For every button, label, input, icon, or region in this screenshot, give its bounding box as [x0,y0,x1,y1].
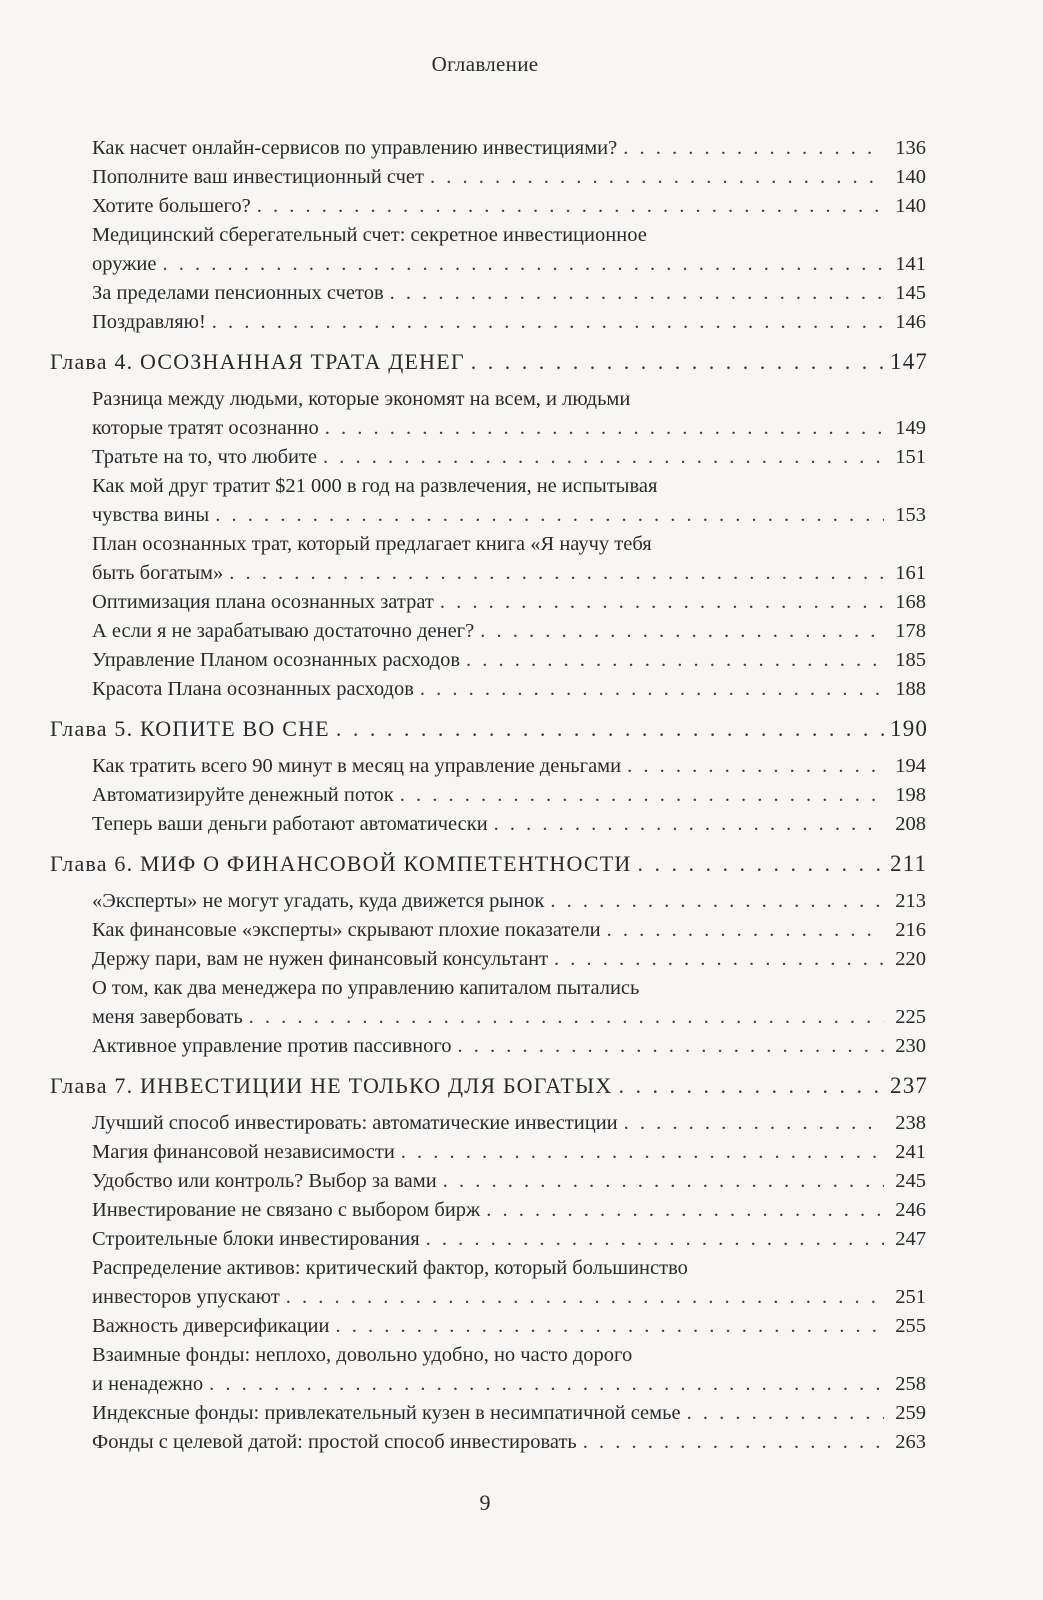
toc-entry-title: А если я не зарабатываю достаточно денег? [92,620,475,642]
toc-entry-title: Управление Планом осознанных расходов [92,649,461,671]
dot-leader [215,501,884,530]
toc-page-number: 140 [895,195,926,217]
toc-entry-title: Автоматизируйте денежный поток [92,784,394,806]
toc-page-number: 220 [895,948,926,970]
toc-entry-title: Строительные блоки инвестирования [92,1228,420,1250]
toc-page-number: 237 [890,1073,929,1098]
dot-leader [466,646,884,675]
toc-page-number: 190 [890,716,929,741]
chapter-title: Глава 5. КОПИТЕ ВО СНЕ [50,716,330,741]
dot-leader [420,675,884,704]
toc-entry-title: Инвестирование не связано с выбором бирж [92,1199,481,1221]
toc-entry-title: Оптимизация плана осознанных затрат [92,591,434,613]
toc-page-number: 178 [895,620,926,642]
dot-leader [229,559,884,588]
toc-page-number: 213 [895,890,926,912]
toc-entry-title: Как насчет онлайн-сервисов по управлению инвестициями? [92,137,618,159]
toc-page-number: 225 [895,1006,926,1028]
toc-page-number: 216 [895,919,926,941]
dot-leader [619,1071,884,1101]
dot-leader [286,1283,884,1312]
toc-page-number: 161 [895,562,926,584]
toc-entry [92,675,926,704]
dot-leader [400,781,884,810]
dot-leader [426,1225,884,1254]
toc-page-number: 246 [895,1199,926,1221]
toc-page-number: 140 [895,166,926,188]
dot-leader [257,192,884,221]
toc-page-number: 208 [895,813,926,835]
toc-entry [92,617,926,646]
toc-page-number: 258 [895,1373,926,1395]
toc-entry-title-line: меня завербовать [92,1006,243,1028]
dot-leader [480,617,884,646]
toc-page-number: 168 [895,591,926,613]
toc-entry-title-line: Медицинский сберегательный счет: секретное инвестиционное [92,224,647,246]
toc-entry-last-line [92,501,926,530]
toc-entry [92,1399,926,1428]
chapter-title: Глава 7. ИНВЕСТИЦИИ НЕ ТОЛЬКО ДЛЯ БОГАТЫХ [50,1073,613,1098]
dot-leader [687,1399,884,1428]
toc-entry-last-line [92,250,926,279]
toc-entry-title-line: быть богатым» [92,562,224,584]
toc-entry [92,1138,926,1167]
dot-leader [440,588,884,617]
toc-page-number: 259 [895,1402,926,1424]
toc-entry-title: Магия финансовой независимости [92,1141,395,1163]
toc-page-number: 255 [895,1315,926,1337]
toc-entry-title-line: План осознанных трат, который предлагает книга «Я научу тебя [92,533,652,555]
toc-entry-title: Тратьте на то, что любите [92,446,318,468]
toc-entry [92,472,926,530]
toc-page-number: 211 [890,851,928,876]
toc-entry-title-line: Как мой друг тратит $21 000 в год на развлечения, не испытывая [92,475,658,497]
toc-chapter-heading [50,714,929,744]
toc-chapter-heading [50,1071,929,1101]
dot-leader [401,1138,884,1167]
toc-entry [92,1196,926,1225]
toc-page-number: 146 [895,311,926,333]
toc-entry [92,530,926,588]
toc-entry [92,1341,926,1399]
toc-entry [92,1428,926,1457]
dot-leader [336,714,884,744]
toc-entry-title: Как тратить всего 90 минут в месяц на управление деньгами [92,755,622,777]
toc-entry-title: Хотите большего? [92,195,251,217]
toc-entry-title-line: которые тратят осознанно [92,417,319,439]
toc-entry [92,810,926,839]
table-of-contents [50,134,929,1457]
dot-leader [623,134,884,163]
toc-entry [92,916,926,945]
toc-page-number: 241 [895,1141,926,1163]
toc-page-number: 245 [895,1170,926,1192]
toc-page-number: 145 [895,282,926,304]
toc-entry-title: Поздравляю! [92,311,206,333]
chapter-title: Глава 4. ОСОЗНАННАЯ ТРАТА ДЕНЕГ [50,349,465,374]
toc-page-number: 185 [895,649,926,671]
toc-entry [92,1032,926,1061]
toc-entry-title: Индексные фонды: привлекательный кузен в несимпатичной семье [92,1402,681,1424]
toc-page-number: 194 [895,755,926,777]
dot-leader [390,279,884,308]
toc-entry [92,221,926,279]
dot-leader [212,308,884,337]
toc-entry [92,163,926,192]
toc-entry [92,945,926,974]
toc-entry [92,443,926,472]
toc-entry [92,308,926,337]
toc-entry-title-line: О том, как два менеджера по управлению капиталом пытались [92,977,640,999]
dot-leader [583,1428,884,1457]
toc-entry-title-line: оружие [92,253,157,275]
toc-page-number: 136 [895,137,926,159]
toc-entry [92,781,926,810]
page-number: 9 [479,1490,491,1515]
toc-entry [92,974,926,1032]
chapter-title: Глава 6. МИФ О ФИНАНСОВОЙ КОМПЕТЕНТНОСТИ [50,851,632,876]
dot-leader [336,1312,885,1341]
toc-entry-title-line: Разница между людьми, которые экономят на всем, и людьми [92,388,631,410]
toc-entry-title: Пополните ваш инвестиционный счет [92,166,424,188]
toc-entry-title: За пределами пенсионных счетов [92,282,384,304]
dot-leader [209,1370,884,1399]
dot-leader [627,752,884,781]
toc-entry [92,279,926,308]
toc-entry-title: Фонды с целевой датой: простой способ инвестировать [92,1431,577,1453]
toc-page-number: 247 [895,1228,926,1250]
toc-entry [92,887,926,916]
dot-leader [624,1109,884,1138]
dot-leader [486,1196,884,1225]
toc-page-number: 141 [895,253,926,275]
toc-entry-title: Как финансовые «эксперты» скрывают плохие показатели [92,919,601,941]
toc-entry [92,192,926,221]
toc-entry-last-line [92,1370,926,1399]
toc-chapter-heading [50,849,926,879]
toc-page-number: 147 [890,349,929,374]
toc-entry-last-line [92,559,926,588]
toc-entry [92,1167,926,1196]
toc-entry-last-line [92,1003,926,1032]
toc-entry [92,588,926,617]
toc-entry-title: Удобство или контроль? Выбор за вами [92,1170,437,1192]
toc-page-number: 188 [895,678,926,700]
toc-page-number: 151 [895,446,926,468]
dot-leader [325,414,884,443]
toc-entry-title-line: Распределение активов: критический фактор, который большинство [92,1257,688,1279]
dot-leader [554,945,884,974]
toc-entry [92,1254,926,1312]
toc-entry [92,134,926,163]
toc-page-number: 149 [895,417,926,439]
toc-entry-title: Держу пари, вам не нужен финансовый консультант [92,948,549,970]
toc-entry-title-line: чувства вины [92,504,210,526]
toc-entry-title-line: инвесторов упускают [92,1286,280,1308]
dot-leader [162,250,884,279]
toc-entry-title-line: и ненадежно [92,1373,204,1395]
dot-leader [550,887,884,916]
dot-leader [494,810,884,839]
toc-page-number: 230 [895,1035,926,1057]
toc-page-number: 263 [895,1431,926,1453]
toc-entry [92,646,926,675]
toc-entry-title: Лучший способ инвестировать: автоматические инвестиции [92,1112,618,1134]
dot-leader [637,849,884,879]
toc-entry-title: Красота Плана осознанных расходов [92,678,414,700]
dot-leader [458,1032,885,1061]
toc-entry-title-line: Взаимные фонды: неплохо, довольно удобно, но часто дорого [92,1344,633,1366]
dot-leader [430,163,884,192]
running-head: Оглавление [431,52,539,76]
toc-entry [92,752,926,781]
toc-entry-title: Важность диверсификации [92,1315,330,1337]
toc-entry-title: «Эксперты» не могут угадать, куда движется рынок [92,890,545,912]
toc-entry-last-line [92,1283,926,1312]
toc-page-number: 251 [895,1286,926,1308]
dot-leader [607,916,884,945]
dot-leader [471,347,884,377]
toc-entry-last-line [92,414,926,443]
dot-leader [323,443,884,472]
toc-page-number: 198 [895,784,926,806]
toc-entry [92,1109,926,1138]
toc-entry [92,1225,926,1254]
toc-chapter-heading [50,347,929,377]
toc-entry-title: Теперь ваши деньги работают автоматически [92,813,488,835]
toc-entry [92,1312,926,1341]
toc-page-number: 238 [895,1112,926,1134]
dot-leader [249,1003,884,1032]
toc-entry [92,385,926,443]
toc-page-number: 153 [895,504,926,526]
dot-leader [443,1167,884,1196]
toc-entry-title: Активное управление против пассивного [92,1035,452,1057]
